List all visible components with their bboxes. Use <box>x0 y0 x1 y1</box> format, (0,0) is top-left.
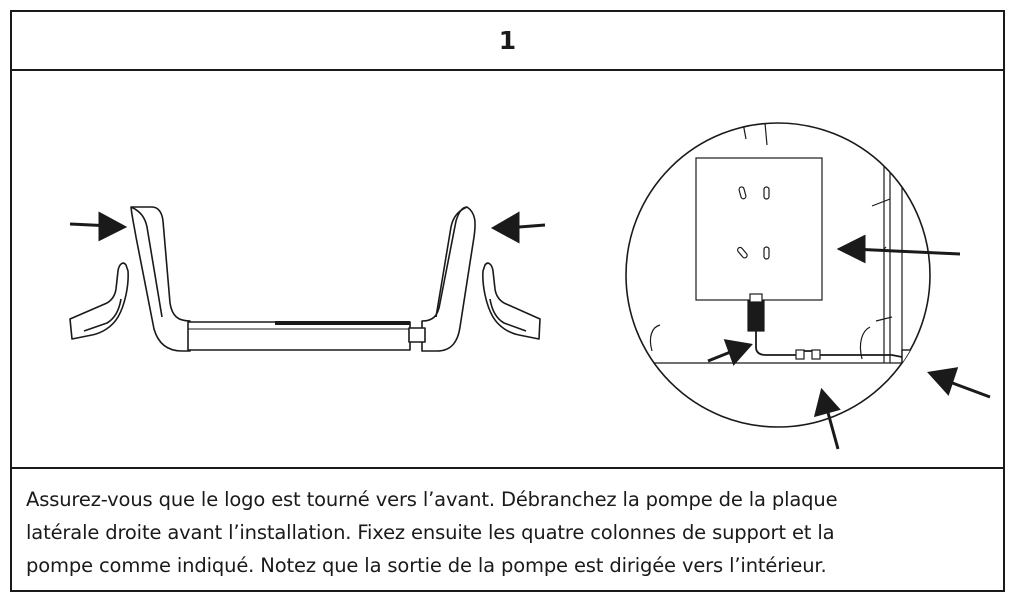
left-side-plate <box>70 263 128 339</box>
instruction-line: pompe comme indiqué. Notez que la sortie de la pompe est dirigée vers l’intérieur. <box>26 554 827 577</box>
assembly-diagram <box>12 71 1003 465</box>
step-number: 1 <box>498 26 517 55</box>
pump-body <box>748 301 764 331</box>
bottom-bar <box>188 322 410 350</box>
base-frame-figure <box>70 207 540 351</box>
pump-connector <box>409 328 425 342</box>
step-illustration <box>12 71 1003 465</box>
magnified-detail-figure <box>612 123 942 427</box>
instruction-text <box>12 467 1003 590</box>
arrow-icon <box>494 214 545 241</box>
side-plate-panel <box>696 158 822 300</box>
left-upright <box>131 207 190 351</box>
right-side-plate <box>483 263 540 339</box>
instruction-step-panel <box>10 10 1005 592</box>
instruction-line: latérale droite avant l’installation. Fixez ensuite les quatre colonnes de support et la <box>26 521 835 544</box>
arrow-icon <box>930 369 990 397</box>
right-upright <box>422 207 475 351</box>
step-header <box>12 12 1003 71</box>
instruction-line: Assurez-vous que le logo est tourné vers l’avant. Débranchez la pompe de la plaque <box>26 488 838 511</box>
arrow-icon <box>70 214 124 239</box>
